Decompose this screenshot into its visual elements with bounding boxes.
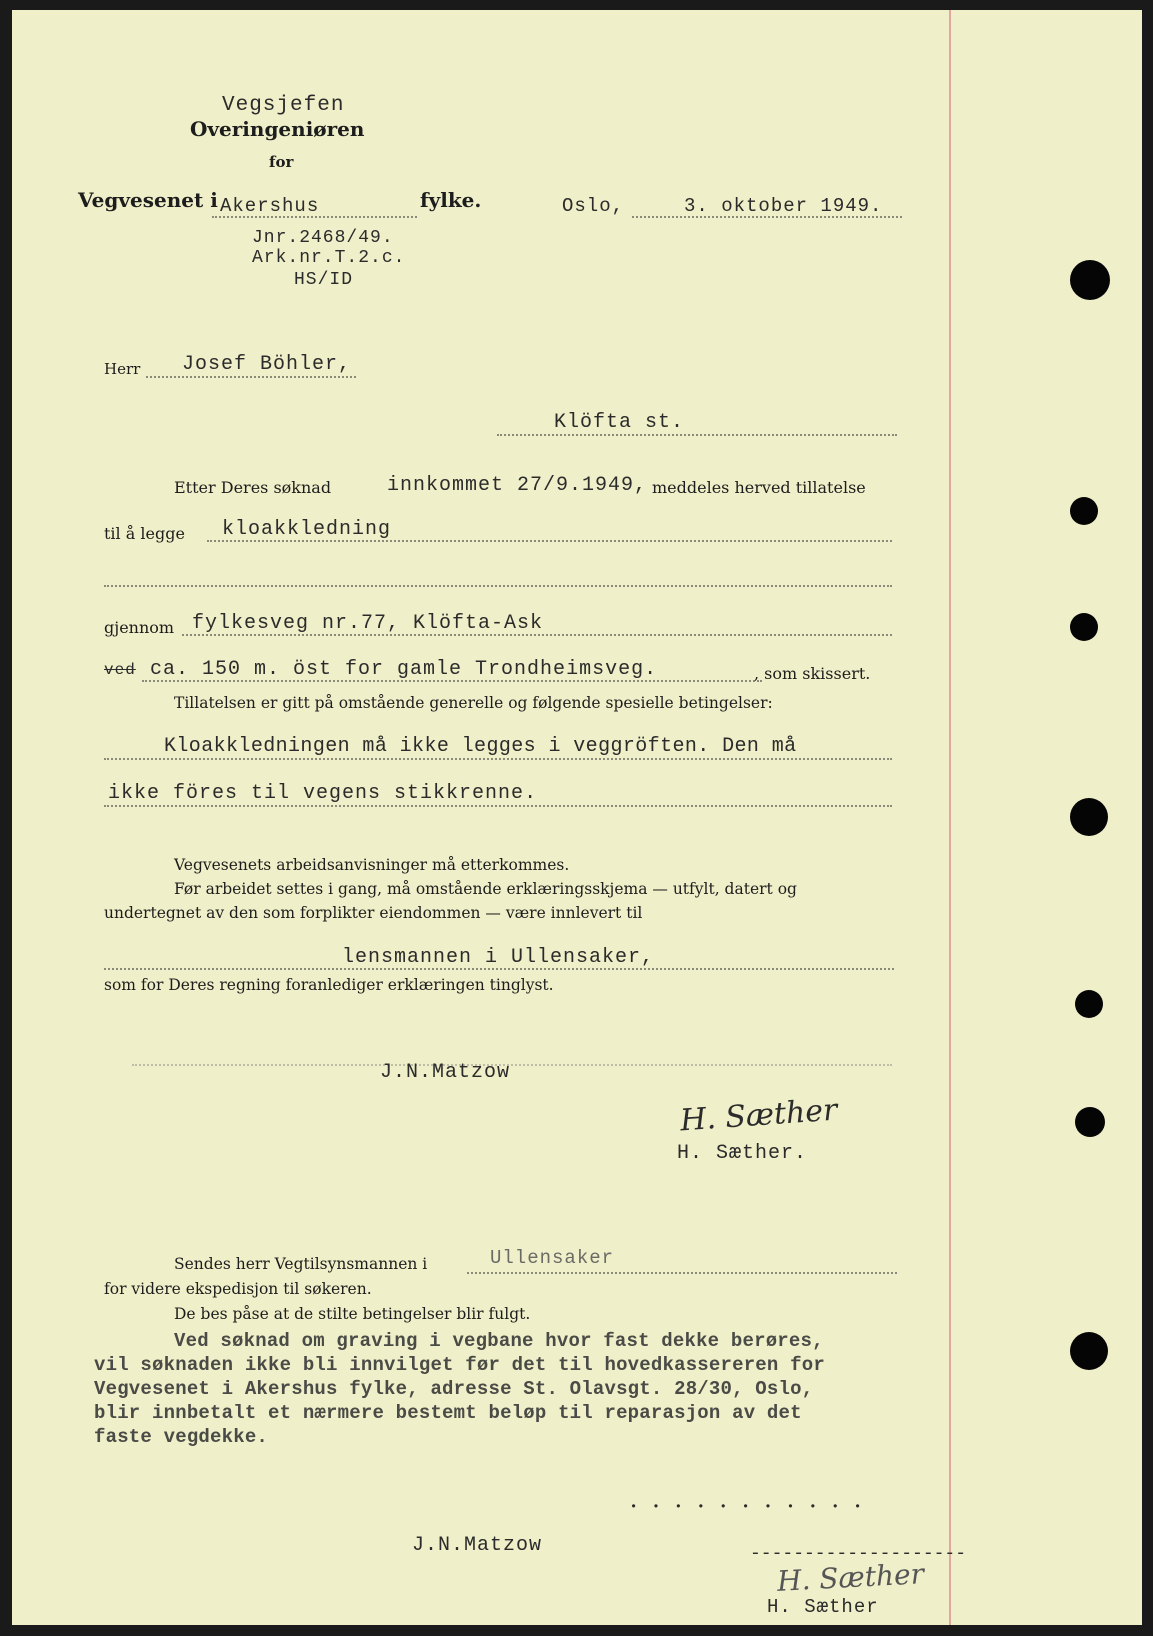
signatory-left: J.N.Matzow bbox=[380, 1061, 511, 1084]
punch-hole bbox=[1070, 798, 1108, 836]
condition-line1: Kloakkledningen må ikke legges i veggröften. Den må bbox=[164, 735, 797, 758]
bottom-signatory-left: J.N.Matzow bbox=[412, 1534, 543, 1557]
body-line2-label: til å legge bbox=[104, 524, 185, 543]
bottom-signatory-right: H. Sæther bbox=[767, 1596, 879, 1618]
body-line4-value: ca. 150 m. öst for gamle Trondheimsveg. bbox=[150, 658, 658, 681]
place: Oslo, bbox=[562, 195, 625, 217]
instructions-1: Vegvesenets arbeidsanvisninger må etterkommes. bbox=[174, 856, 570, 874]
stamp-line-3: Vegvesenet i Akershus fylke, adresse St. Olavsgt. 28/30, Oslo, bbox=[94, 1378, 814, 1400]
bottom-dots: • • • • • • • • • • • bbox=[630, 1500, 866, 1514]
signatory-right: H. Sæther. bbox=[677, 1142, 808, 1165]
body-line4-end: , som skissert. bbox=[754, 664, 871, 683]
punch-hole bbox=[1075, 990, 1103, 1018]
body-line3-label: gjennom bbox=[104, 618, 175, 637]
document-page bbox=[12, 10, 1142, 1625]
instructions-2: Før arbeidet settes i gang, må omstående erklæringsskjema — utfylt, datert og bbox=[174, 880, 797, 898]
agency-label: Vegvesenet i bbox=[78, 188, 218, 212]
punch-hole bbox=[1075, 1107, 1105, 1137]
signature-handwritten: H. Sæther bbox=[678, 1092, 839, 1139]
body-line4-prefix: ved bbox=[104, 661, 136, 679]
bottom-dash-line: -------------------- bbox=[750, 1544, 967, 1564]
recipient-name: Josef Böhler, bbox=[182, 353, 352, 376]
office-printed: Overingeniøren bbox=[190, 117, 365, 141]
for-label: for bbox=[269, 153, 294, 171]
punch-hole bbox=[1070, 260, 1110, 300]
county-value: Akershus bbox=[220, 195, 320, 217]
punch-hole bbox=[1070, 613, 1098, 641]
conditions-intro: Tillatelsen er gitt på omstående generelle og følgende spesielle betingelser: bbox=[174, 694, 773, 712]
bottom-signature-handwritten: H. Sæther bbox=[776, 1557, 925, 1598]
body-line1-end: meddeles herved tillatelse bbox=[652, 478, 866, 497]
instructions-4: som for Deres regning foranlediger erklæringen tinglyst. bbox=[104, 976, 554, 994]
body-line3-value: fylkesveg nr.77, Klöfta-Ask bbox=[192, 612, 544, 635]
archive-number: Ark.nr.T.2.c. bbox=[252, 248, 406, 268]
condition-line2: ikke föres til vegens stikkrenne. bbox=[108, 782, 538, 805]
forwarding-line1: Sendes herr Vegtilsynsmannen i bbox=[174, 1255, 428, 1273]
forwarding-line3: De bes påse at de stilte betingelser blir fulgt. bbox=[174, 1305, 531, 1323]
stamp-line-1: Ved søknad om graving i vegbane hvor fast dekke berøres, bbox=[174, 1330, 824, 1352]
letter-date: 3. oktober 1949. bbox=[684, 195, 883, 217]
body-line2-value: kloakkledning bbox=[222, 518, 392, 541]
margin-rule bbox=[949, 10, 951, 1625]
stamp-line-2: vil søknaden ikke bli innvilget før det til hovedkassereren for bbox=[94, 1354, 825, 1376]
deliver-to: lensmannen i Ullensaker, bbox=[342, 946, 655, 969]
recipient-address: Klöfta st. bbox=[554, 411, 685, 434]
punch-hole bbox=[1070, 497, 1098, 525]
initials: HS/ID bbox=[294, 270, 354, 290]
instructions-3: undertegnet av den som forplikter eiendommen — være innlevert til bbox=[104, 904, 643, 922]
forwarding-district: Ullensaker bbox=[490, 1247, 615, 1269]
office-typed: Vegsjefen bbox=[222, 94, 345, 117]
punch-hole bbox=[1070, 1332, 1108, 1370]
forwarding-line2: for videre ekspedisjon til søkeren. bbox=[104, 1280, 372, 1298]
journal-number: Jnr.2468/49. bbox=[252, 228, 394, 248]
stamp-line-5: faste vegdekke. bbox=[94, 1426, 269, 1448]
body-line1-typed: innkommet 27/9.1949, bbox=[387, 474, 648, 497]
county-suffix: fylke. bbox=[420, 188, 482, 212]
body-line1-start: Etter Deres søknad bbox=[174, 478, 332, 497]
salutation: Herr bbox=[104, 360, 141, 378]
stamp-line-4: blir innbetalt et nærmere bestemt beløp til reparasjon av det bbox=[94, 1402, 802, 1424]
